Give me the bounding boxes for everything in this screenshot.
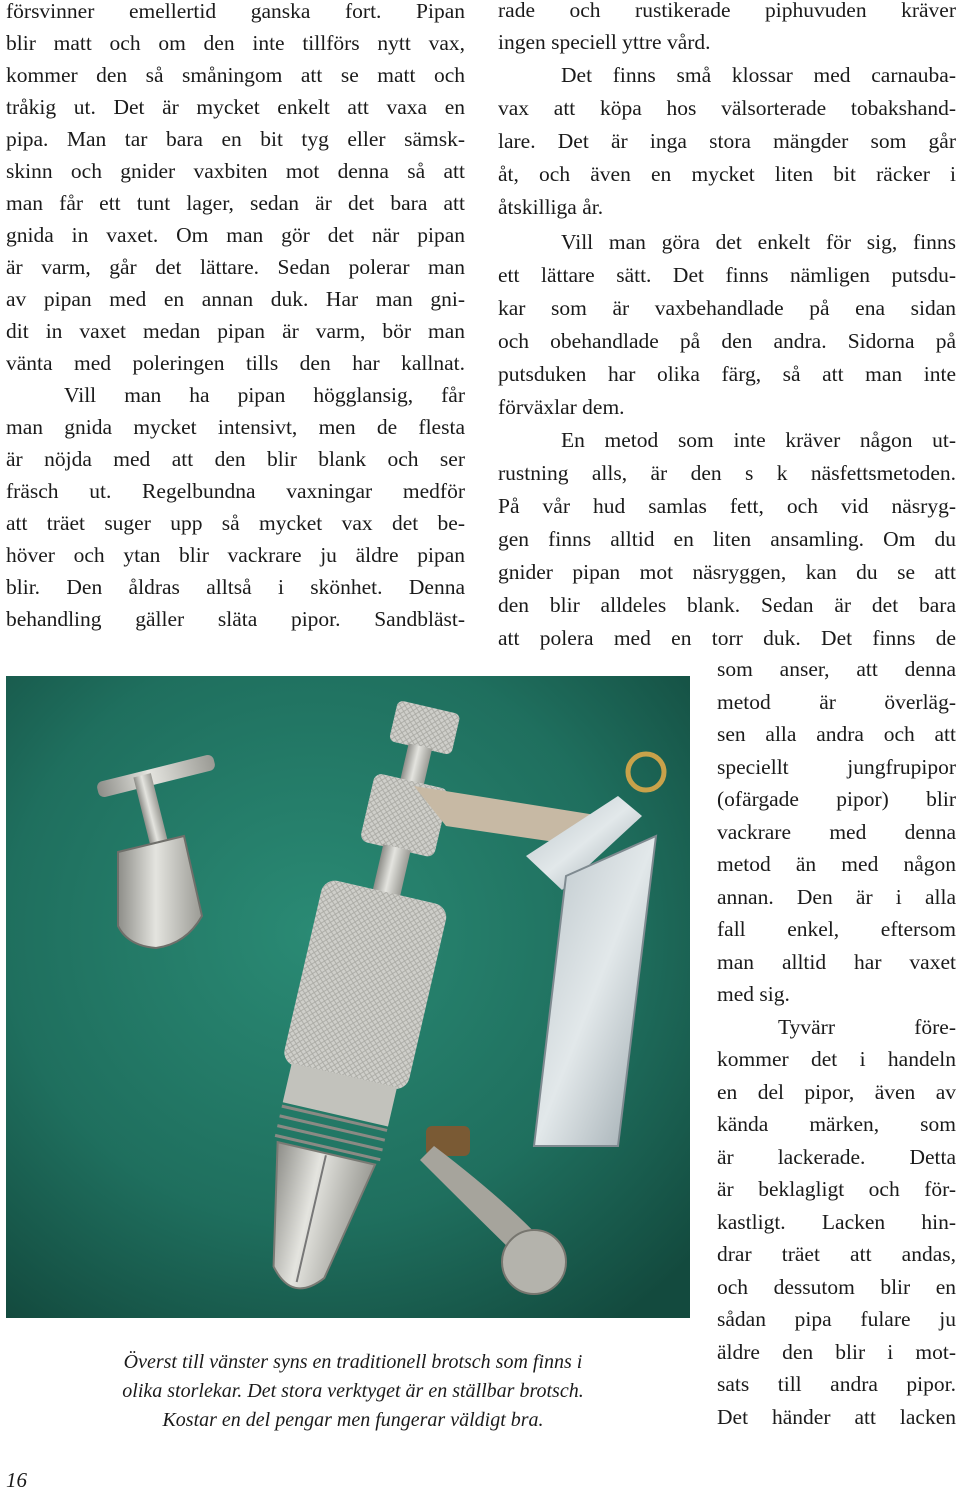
side-line-2: metod är överläg- [717, 690, 956, 714]
left-line-4: tråkig ut. Det är mycket enkelt att vaxa en [6, 95, 465, 119]
left-line-3: kommer den så småningom att se matt och [6, 63, 465, 87]
side-line-9: fall enkel, eftersom [717, 917, 956, 941]
right-line-13: förväxlar dem. [498, 395, 625, 419]
side-line-5: (ofärgade pipor) blir [717, 787, 956, 811]
left-line-17: att träet suger upp så mycket vax det be- [6, 511, 465, 535]
side-line-24: Det händer att lacken [717, 1405, 956, 1429]
left-line-8: gnida in vaxet. Om man gör det när pipan [6, 223, 465, 247]
side-line-23: sats till andra pipor. [717, 1372, 956, 1396]
right-line-15: rustning alls, är den s k näsfettsmetoden. [498, 461, 956, 485]
left-line-2: blir matt och om den inte tillförs nytt vax, [6, 31, 465, 55]
side-line-1: som anser, att denna [717, 657, 956, 681]
right-line-6: åt, och även en mycket liten bit räcker i [498, 162, 956, 186]
side-line-12: Tyvärr före- [778, 1015, 956, 1039]
left-line-20: behandling gäller släta pipor. Sandbläst- [6, 607, 465, 631]
side-line-20: och dessutom blir en [717, 1275, 956, 1299]
right-line-12: putsduken har olika färg, så att man inte [498, 362, 956, 386]
right-line-9: ett lättare sätt. Det finns nämligen putsdu- [498, 263, 956, 287]
right-line-1: rade och rustikerade piphuvuden kräver [498, 0, 956, 22]
side-line-14: en del pipor, även av [717, 1080, 956, 1104]
right-line-17: gen finns alltid en liten ansamling. Om du [498, 527, 956, 551]
right-line-11: och obehandlade på den andra. Sidorna på [498, 329, 956, 353]
caption-line-3: Kostar en del pengar men fungerar väldigt bra. [162, 1409, 544, 1431]
right-line-19: den blir alldeles blank. Sedan är det bara [498, 593, 956, 617]
side-line-7: metod än med någon [717, 852, 956, 876]
left-line-16: fräsch ut. Regelbundna vaxningar medför [6, 479, 465, 503]
side-line-8: annan. Den är i alla [717, 885, 956, 909]
right-line-4: vax att köpa hos välsorterade tobakshand- [498, 96, 956, 120]
side-line-15: kända märken, som [717, 1112, 956, 1136]
left-line-18: höver och ytan blir vackrare ju äldre pipan [6, 543, 465, 567]
caption-line-1: Överst till vänster syns en traditionell brotsch som finns i [123, 1351, 583, 1373]
left-line-5: pipa. Man tar bara en bit tyg eller sämsk- [6, 127, 465, 151]
left-line-19: blir. Den åldras alltså i skönhet. Denna [6, 575, 465, 599]
right-line-3: Det finns små klossar med carnauba- [561, 63, 956, 87]
right-line-20: att polera med en torr duk. Det finns de [498, 626, 956, 650]
right-line-16: På vår hud samlas fett, och vid näsryg- [498, 494, 956, 518]
side-line-3: sen alla andra och att [717, 722, 956, 746]
right-line-14: En metod som inte kräver någon ut- [561, 428, 956, 452]
left-line-10: av pipan med en annan duk. Har man gni- [6, 287, 465, 311]
right-line-10: kar som är vaxbehandlade på ena sidan [498, 296, 956, 320]
left-line-7: man får ett tunt lager, sedan är det bara att [6, 191, 465, 215]
side-line-4: speciellt jungfrupipor [717, 755, 956, 779]
side-line-10: man alltid har vaxet [717, 950, 956, 974]
side-line-18: kastligt. Lacken hin- [717, 1210, 956, 1234]
side-line-13: kommer det i handeln [717, 1047, 956, 1071]
left-line-11: dit in vaxet medan pipan är varm, bör man [6, 319, 465, 343]
side-line-6: vackrare med denna [717, 820, 956, 844]
right-line-2: ingen speciell yttre vård. [498, 30, 711, 54]
left-line-12: vänta med poleringen tills den har kallnat. [6, 351, 465, 375]
right-line-5: lare. Det är inga stora mängder som går [498, 129, 956, 153]
side-line-17: är beklagligt och för- [717, 1177, 956, 1201]
page-number: 16 [6, 1468, 27, 1492]
left-line-1: försvinner emellertid ganska fort. Pipan [6, 0, 465, 23]
left-line-15: är nöjda med att den blir blank och ser [6, 447, 465, 471]
side-line-11: med sig. [717, 982, 790, 1006]
right-line-7: åtskilliga år. [498, 195, 604, 219]
left-line-14: man gnida mycket intensivt, men de flesta [6, 415, 465, 439]
tools-photo [6, 676, 690, 1318]
side-line-19: drar träet att andas, [717, 1242, 956, 1266]
right-line-8: Vill man göra det enkelt för sig, finns [561, 230, 956, 254]
side-line-21: sådan pipa fulare ju [717, 1307, 956, 1331]
left-line-6: skinn och gnider vaxbiten mot denna så att [6, 159, 465, 183]
caption-line-2: olika storlekar. Det stora verktyget är en ställbar brotsch. [122, 1380, 584, 1402]
right-line-18: gnider pipan mot näsryggen, kan du se att [498, 560, 956, 584]
left-line-9: är varm, går det lättare. Sedan polerar man [6, 255, 465, 279]
left-line-13: Vill man ha pipan högglansig, får [64, 383, 465, 407]
side-line-22: äldre den blir i mot- [717, 1340, 956, 1364]
side-line-16: är lackerade. Detta [717, 1145, 956, 1169]
